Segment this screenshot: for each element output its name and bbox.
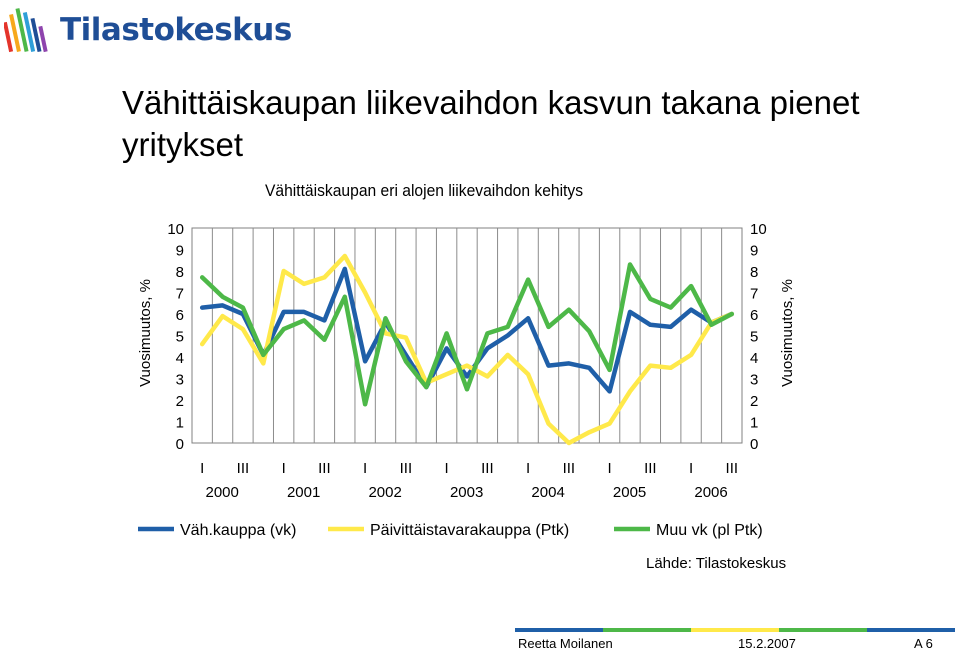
footer-date: 15.2.2007 xyxy=(738,636,796,651)
y-tick-label-left: 3 xyxy=(175,371,184,389)
legend-label-3: Muu vk (pl Ptk) xyxy=(656,522,763,539)
y-tick-label-right: 10 xyxy=(750,221,767,238)
x-tick-label-quarter: I xyxy=(688,460,694,477)
x-tick-label-quarter: III xyxy=(562,460,576,477)
y-tick-label-right: 2 xyxy=(750,393,759,410)
x-tick-label-quarter: III xyxy=(725,460,739,477)
x-tick-label-quarter: III xyxy=(644,460,657,477)
y-tick-label-left: 8 xyxy=(175,264,184,281)
y-tick-label-right: 4 xyxy=(750,350,759,367)
footer-author: Reetta Moilanen xyxy=(518,636,613,651)
y-tick-label-right: 7 xyxy=(750,285,759,303)
logo-text: Tilastokeskus xyxy=(60,12,292,48)
x-tick-label-quarter: III xyxy=(481,460,494,477)
y-tick-label-left: 4 xyxy=(175,350,184,367)
y-tick-label-left: 9 xyxy=(175,242,184,260)
y-tick-label-right: 5 xyxy=(750,328,759,346)
y-tick-label-left: 10 xyxy=(167,221,184,238)
x-tick-label-quarter: I xyxy=(526,460,531,477)
y-tick-label-right: 6 xyxy=(750,307,759,324)
y-tick-label-right: 1 xyxy=(750,414,759,432)
x-tick-label-year: 2006 xyxy=(694,484,728,501)
footer-bar-segment xyxy=(691,628,779,632)
footer-bar-segment xyxy=(603,628,691,632)
y-tick-label-right: 0 xyxy=(750,436,759,453)
y-tick-label-left: 7 xyxy=(175,285,184,303)
legend-label-1: Väh.kauppa (vk) xyxy=(180,522,297,539)
x-tick-label-year: 2005 xyxy=(612,484,647,501)
footer-bar-segment xyxy=(515,628,603,632)
x-tick-label-year: 2000 xyxy=(205,484,239,501)
chart-title: Vähittäiskaupan eri alojen liikevaihdon kehitys xyxy=(264,181,584,201)
footer-color-bar xyxy=(515,628,955,632)
x-tick-label-year: 2004 xyxy=(531,484,565,501)
x-tick-label-year: 2001 xyxy=(286,484,321,501)
slide-title: Vähittäiskaupan liikevaihdon kasvun takana pienet yritykset xyxy=(122,84,860,163)
y-tick-label-right: 8 xyxy=(750,264,759,281)
x-tick-label-quarter: I xyxy=(444,460,449,477)
y-tick-label-right: 3 xyxy=(750,371,759,389)
y-tick-label-right: 9 xyxy=(750,242,759,260)
x-tick-label-quarter: III xyxy=(318,460,331,477)
y-tick-label-left: 1 xyxy=(175,414,184,432)
y-tick-label-left: 5 xyxy=(175,328,184,346)
source-note: Lähde: Tilastokeskus xyxy=(646,555,787,572)
x-tick-label-quarter: I xyxy=(607,460,612,477)
x-tick-label-quarter: III xyxy=(236,460,250,477)
x-tick-label-year: 2002 xyxy=(368,484,402,501)
footer-bar-segment xyxy=(867,628,955,632)
x-tick-label-year: 2003 xyxy=(449,484,484,501)
y-tick-label-left: 2 xyxy=(175,393,184,410)
x-tick-label-quarter: III xyxy=(399,460,413,477)
footer-bar-segment xyxy=(779,628,867,632)
y-axis-label-left: Vuosimuutos, % xyxy=(137,279,154,387)
legend-label-2: Päivittäistavarakauppa (Ptk) xyxy=(370,522,570,539)
x-tick-label-quarter: I xyxy=(200,460,205,477)
y-tick-label-left: 6 xyxy=(175,307,184,324)
y-tick-label-left: 0 xyxy=(175,436,184,453)
y-axis-label-right: Vuosimuutos, % xyxy=(779,279,796,387)
series-line-2 xyxy=(202,256,732,443)
x-tick-label-quarter: I xyxy=(281,460,286,477)
x-tick-label-quarter: I xyxy=(363,460,368,477)
footer-page: A 6 xyxy=(914,636,933,651)
